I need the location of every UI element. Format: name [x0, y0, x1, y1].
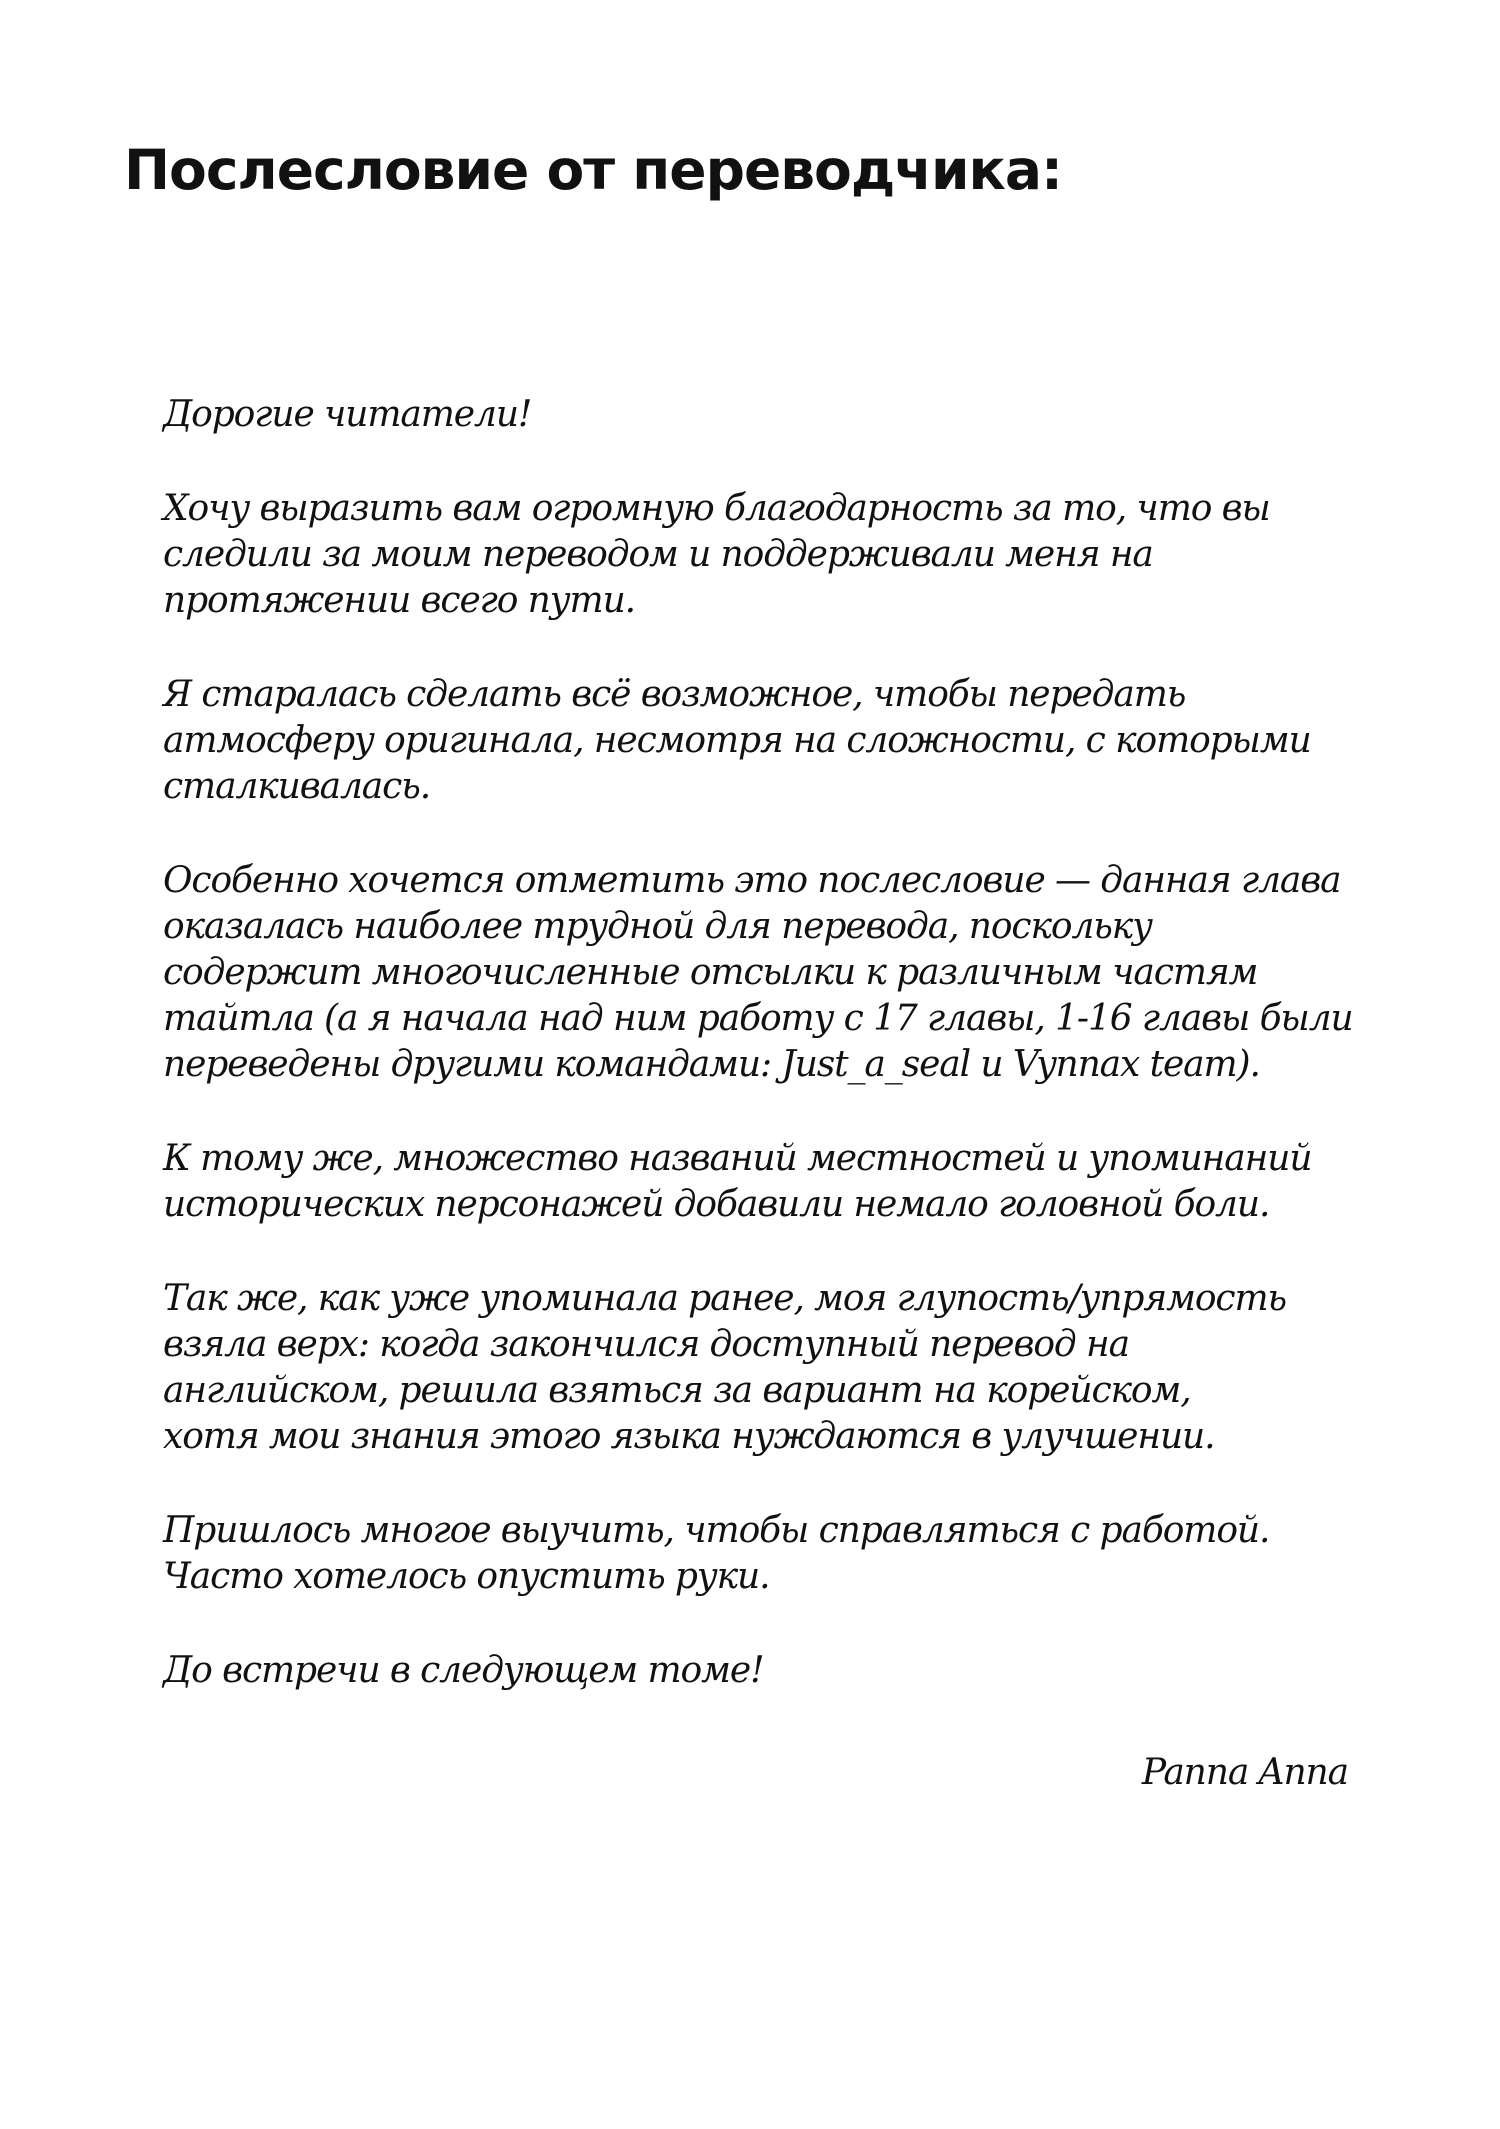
- paragraph-effort: [163, 672, 1363, 810]
- text-line: До встречи в следующем томе!: [163, 1650, 764, 1691]
- text-line: сталкивалась.: [163, 766, 431, 807]
- text-line: Так же, как уже упоминала ранее, моя глупость/упрямость: [163, 1278, 1287, 1319]
- text-line: К тому же, множество названий местностей и упоминаний: [163, 1138, 1312, 1179]
- text-line: Особенно хочется отметить это послесловие — данная глава: [163, 860, 1341, 901]
- text-line: Хочу выразить вам огромную благодарность за то, что вы: [163, 488, 1270, 529]
- paragraph-learning: [163, 1508, 1363, 1600]
- paragraph-gratitude: [163, 486, 1363, 624]
- text-line: тайтла (а я начала над ним работу с 17 главы, 1-16 главы были: [163, 998, 1353, 1039]
- text-line: атмосферу оригинала, несмотря на сложности, с которыми: [163, 720, 1311, 761]
- paragraph-names: [163, 1136, 1363, 1228]
- text-line: взяла верх: когда закончился доступный перевод на: [163, 1324, 1129, 1365]
- text-line: следили за моим переводом и поддерживали меня на: [163, 534, 1153, 575]
- text-line: Пришлось многое выучить, чтобы справляться с работой.: [163, 1510, 1270, 1551]
- text-line: Дорогие читатели!: [163, 394, 532, 435]
- paragraph-korean: [163, 1276, 1363, 1460]
- text-line: хотя мои знания этого языка нуждаются в улучшении.: [163, 1416, 1215, 1457]
- text-line: английском, решила взяться за вариант на корейском,: [163, 1370, 1191, 1411]
- text-line: оказалась наиболее трудной для перевода, поскольку: [163, 906, 1152, 947]
- text-line: переведены другими командами: Just_a_seal и Vynnax team).: [163, 1044, 1260, 1085]
- text-line: исторических персонажей добавили немало головной боли.: [163, 1184, 1270, 1225]
- text-line: протяжении всего пути.: [163, 580, 635, 621]
- paragraph-difficulty: [163, 858, 1363, 1088]
- text-line: Я старалась сделать всё возможное, чтобы передать: [163, 674, 1186, 715]
- page-title: Послесловие от переводчика:: [124, 138, 1062, 202]
- signature: Panna Anna: [1141, 1752, 1348, 1793]
- paragraph-farewell: [163, 1648, 1363, 1694]
- text-line: содержит многочисленные отсылки к различным частям: [163, 952, 1258, 993]
- paragraph-greeting: [163, 392, 1363, 438]
- afterword-body: [163, 392, 1363, 1742]
- text-line: Часто хотелось опустить руки.: [163, 1556, 770, 1597]
